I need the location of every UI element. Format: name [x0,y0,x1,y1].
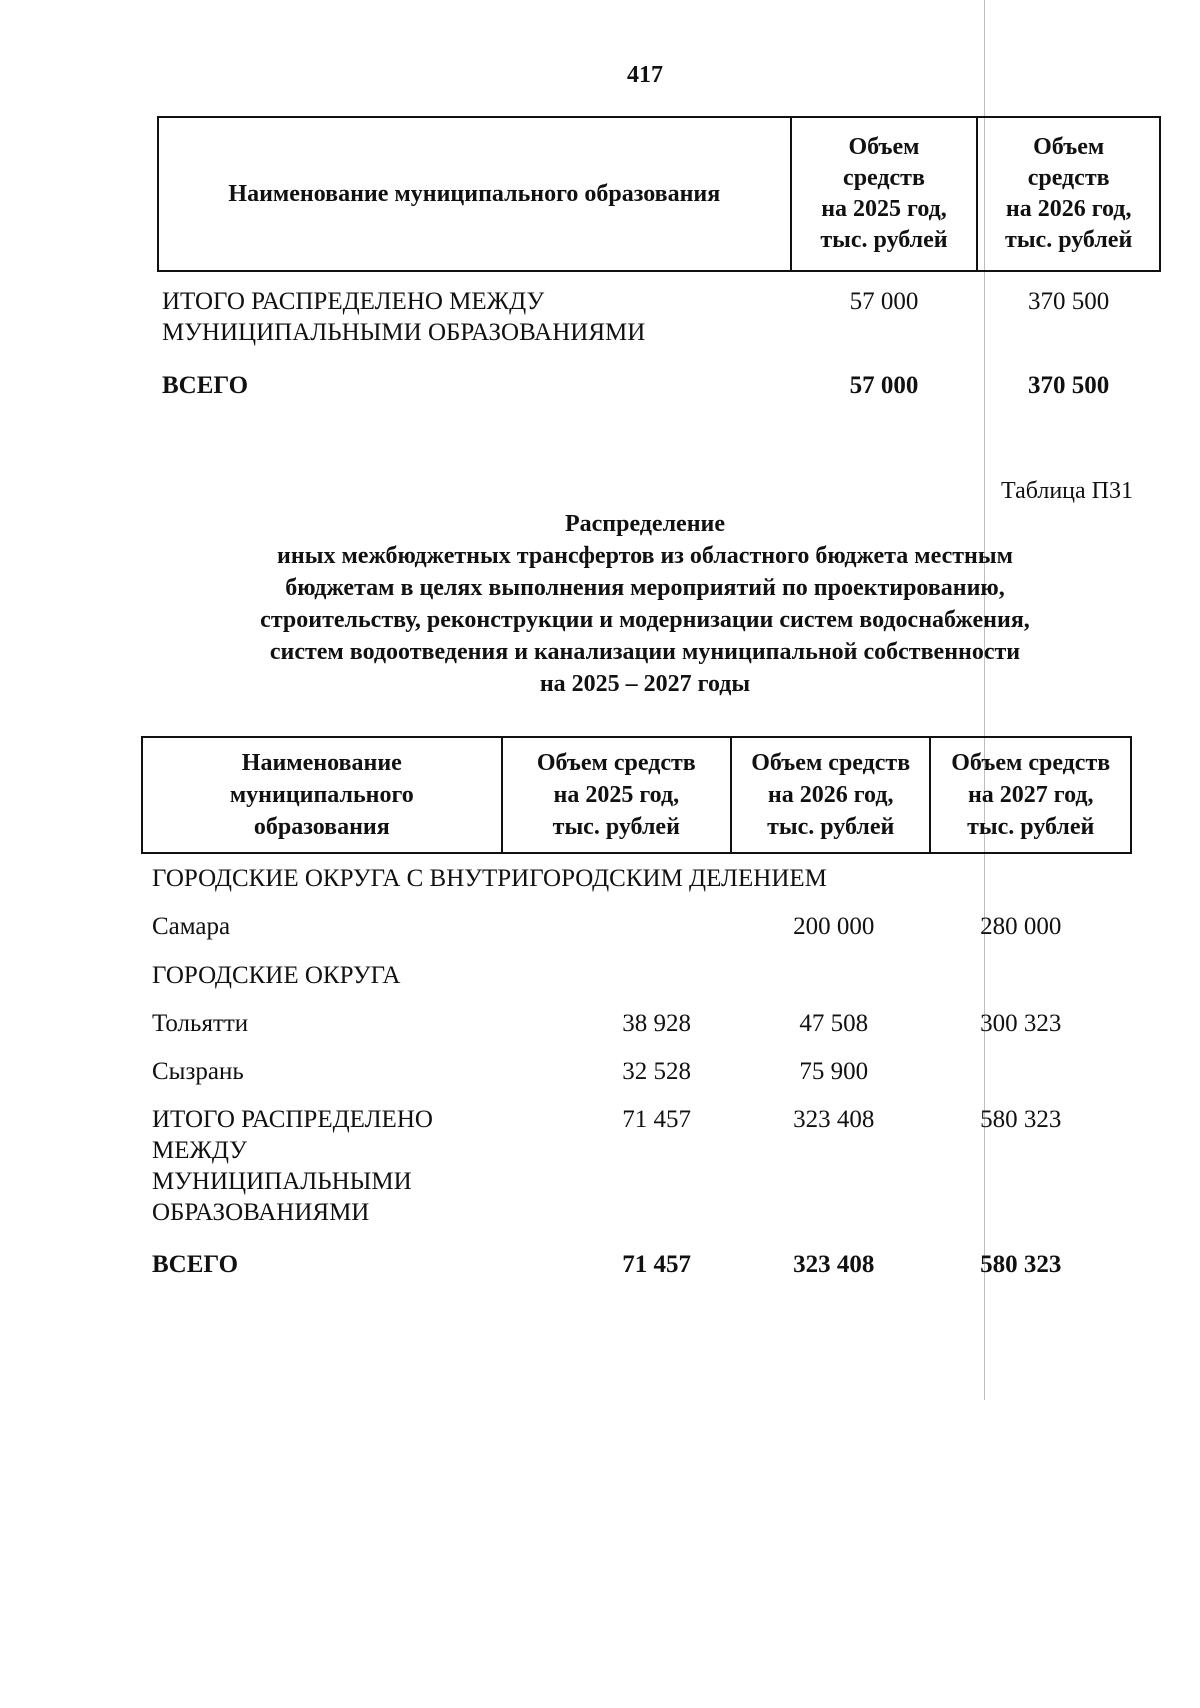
value-2026: 370 500 [1028,372,1110,399]
table-row [158,271,1160,348]
value-2027: 580 323 [980,1106,1062,1133]
value-2026: 370 500 [1028,288,1110,315]
row-name: Сызрань [152,1058,244,1085]
value-2026: 323 408 [793,1251,875,1278]
value-2025: 32 528 [622,1058,691,1085]
table1-header-2026: Объем средств на 2026 год, тыс. рублей [977,117,1160,271]
group-row [142,951,1131,1000]
row-name: Самара [152,913,231,940]
value-2025: 71 457 [622,1251,691,1278]
value-2027: 580 323 [980,1251,1062,1278]
table1-header-name: Наименование муниципального образования [158,117,791,271]
table-row [142,903,1131,951]
table-row [158,348,1160,401]
group-heading: ГОРОДСКИЕ ОКРУГА С ВНУТРИГОРОДСКИМ ДЕЛЕНИЕМ [152,865,827,892]
row-name: Тольятти [152,1010,249,1037]
value-2026: 200 000 [793,913,875,940]
table-row [142,1096,1131,1237]
table-2 [141,736,1132,1289]
row-name: ИТОГО РАСПРЕДЕЛЕНО МЕЖДУ МУНИЦИПАЛЬНЫМИ ОБРАЗОВАНИЯМИ [162,288,646,346]
table2-header-2025: Объем средств на 2025 год, тыс. рублей [502,737,731,853]
table-caption: Таблица П31 [1001,478,1133,504]
row-name: ВСЕГО [152,1251,239,1278]
table2-header-name: Наименование муниципального образования [142,737,502,853]
table-title: Распределение иных межбюджетных трансфертов из областного бюджета местным бюджетам в целях выполнения мероприятий по проектированию, строительству, реконструкции и модернизации систем водоснабжения, систем водоотведения и канализации муниципальной собственности на 2025 – 2027 годы [260,511,1030,697]
value-2026: 47 508 [799,1010,869,1037]
value-2025: 38 928 [622,1010,691,1037]
row-name: ВСЕГО [162,372,249,399]
page-number: 417 [627,62,663,88]
value-2025: 57 000 [849,372,919,399]
value-2025: 57 000 [849,288,919,315]
table-row [142,1000,1131,1048]
table2-header-2027: Объем средств на 2027 год, тыс. рублей [930,737,1131,853]
table-row [142,1048,1131,1096]
value-2025: 71 457 [622,1106,691,1133]
row-name: ИТОГО РАСПРЕДЕЛЕНО МЕЖДУ МУНИЦИПАЛЬНЫМИ ОБРАЗОВАНИЯМИ [152,1106,433,1226]
value-2027 [930,1048,1131,1096]
value-2027: 280 000 [980,913,1062,940]
value-2027: 300 323 [980,1010,1062,1037]
table1-header-2025: Объем средств на 2025 год, тыс. рублей [791,117,978,271]
value-2025 [502,903,731,951]
value-2026: 75 900 [799,1058,869,1085]
group-heading: ГОРОДСКИЕ ОКРУГА [152,962,401,989]
group-row [142,853,1131,903]
value-2026: 323 408 [793,1106,875,1133]
table2-header-2026: Объем средств на 2026 год, тыс. рублей [731,737,931,853]
table-row-total [142,1237,1131,1289]
table-1 [157,116,1161,401]
